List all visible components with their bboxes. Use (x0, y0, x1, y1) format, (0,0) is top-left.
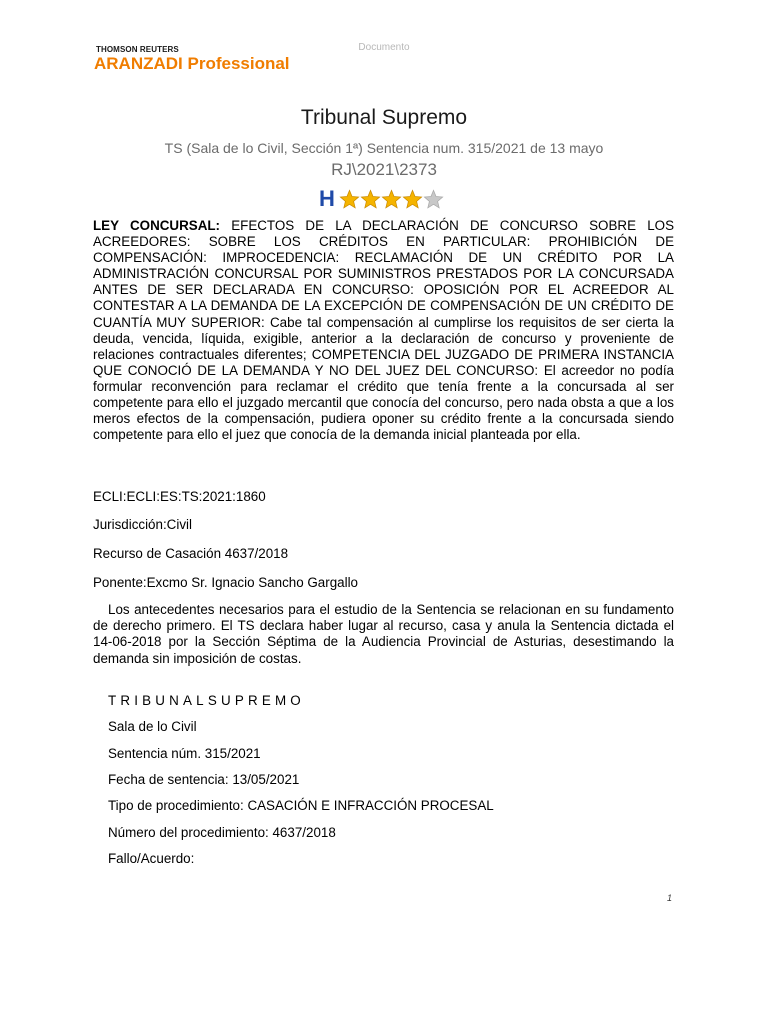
star-filled-icon (339, 189, 360, 210)
procedure-number-line: Número del procedimiento: 4637/2018 (108, 825, 336, 840)
logo-product: ARANZADI Professional (94, 54, 290, 73)
star-filled-icon (360, 189, 381, 210)
procedure-type-line: Tipo de procedimiento: CASACIÓN E INFRACCIÓN PROCESAL (108, 798, 494, 813)
summary-text: EFECTOS DE LA DECLARACIÓN DE CONCURSO SOBRE LOS ACREEDORES: SOBRE LOS CRÉDITOS EN PARTICULAR: PROHIBICIÓN DE COMPENSACIÓN: IMPROCEDENCIA: RECLAMACIÓN DE UN CRÉDITO POR LA ADMINISTRACIÓN CONCURSAL POR SUMINISTROS PRESTADOS POR LA CONCURSADA ANTES DE SER DECLARADA EN CONCURSO: OPOSICIÓN POR EL ACREEDOR AL CONTESTAR A LA DEMANDA DE LA EXCEPCIÓN DE COMPENSACIÓN DE UN CRÉDITO DE CUANTÍA MUY SUPERIOR: Cabe tal compensación al cumplirse los requisitos de ser cierta la deuda, vencida, líquida, exigible, anterior a la declaración de concurso y proveniente de relaciones contractuales diferentes; COMPETENCIA DEL JUZGADO DE PRIMERA INSTANCIA QUE CONOCIÓ DE LA DEMANDA Y NO DEL JUEZ DEL CONCURSO: El acreedor no podía formular reconvención para reclamar el crédito que tenía frente a la concursada al ser competente para ello el juzgado mercantil que conocía del concurso, pero nada obsta a que a los meros efectos de la compensación, pudiera oponer su crédito frente a la concursada siendo competente para ello el juez que conocía de la demanda inicial planteada por ella. (93, 218, 674, 443)
document-subtitle: TS (Sala de lo Civil, Sección 1ª) Sentencia num. 315/2021 de 13 mayo (164, 140, 604, 156)
h-badge-icon: H (319, 186, 335, 211)
document-reference: RJ\2021\2373 (331, 160, 437, 179)
relevance-rating (319, 187, 444, 211)
jurisdiction-field: Jurisdicción:Civil (93, 517, 192, 532)
chamber-line: Sala de lo Civil (108, 719, 197, 734)
rating-stars (339, 189, 444, 210)
intro-paragraph: Los antecedentes necesarios para el estudio de la Sentencia se relacionan en su fundamento de derecho primero. El TS declara haber lugar al recurso, casa y anula la Sentencia dictada el 14-06-2018 por la Sección Séptima de la Audiencia Provincial de Asturias, desestimando la demanda sin imposición de costas. (93, 602, 674, 666)
judgment-number-line: Sentencia núm. 315/2021 (108, 746, 261, 761)
summary-lead: LEY CONCURSAL: (93, 218, 221, 233)
page-title: Tribunal Supremo (300, 106, 468, 129)
star-filled-icon (381, 189, 402, 210)
logo-brand: THOMSON REUTERS (96, 45, 179, 54)
case-summary (93, 218, 674, 443)
page-number: 1 (667, 893, 673, 903)
ruling-line: Fallo/Acuerdo: (108, 851, 195, 866)
star-filled-icon (402, 189, 423, 210)
judgment-date-line: Fecha de sentencia: 13/05/2021 (108, 772, 300, 787)
court-heading: TRIBUNALSUPREMO (108, 693, 305, 708)
rapporteur-field: Ponente:Excmo Sr. Ignacio Sancho Gargallo (93, 575, 358, 590)
ecli-field: ECLI:ECLI:ES:TS:2021:1860 (93, 489, 266, 504)
appeal-field: Recurso de Casación 4637/2018 (93, 546, 289, 561)
document-label: Documento (358, 42, 410, 53)
star-empty-icon (423, 189, 444, 210)
